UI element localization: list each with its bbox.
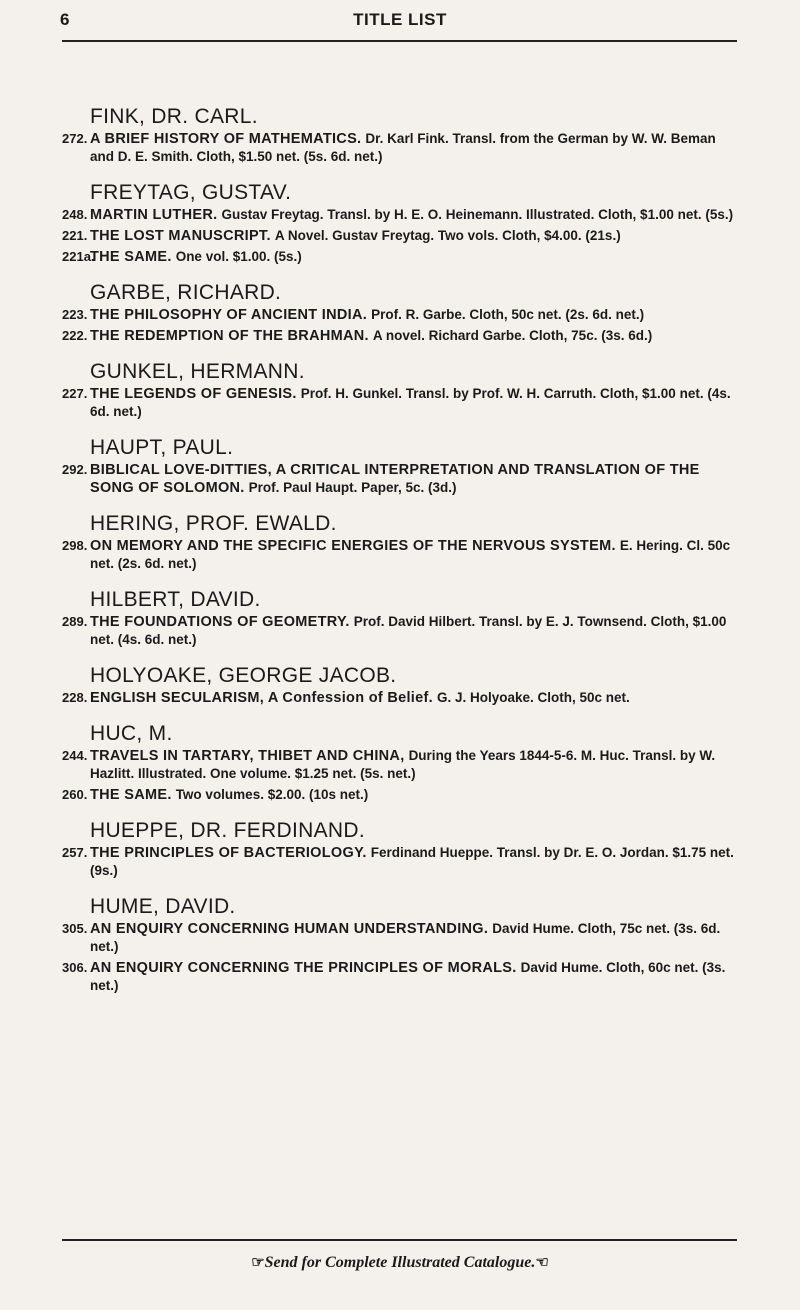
author-name: FINK, DR. CARL.	[90, 105, 258, 128]
title-entry	[62, 461, 738, 497]
entry-title: AN ENQUIRY CONCERNING THE PRINCIPLES OF MORALS.	[90, 960, 517, 976]
entry-title: THE LOST MANUSCRIPT.	[90, 228, 271, 244]
section-gap	[62, 269, 738, 281]
page-header	[60, 10, 740, 34]
entry-title: AN ENQUIRY CONCERNING HUMAN UNDERSTANDING.	[90, 921, 489, 937]
entry-number: 222.	[62, 328, 88, 343]
page-number: 6	[60, 10, 70, 29]
entry-description: Dr. Karl Fink. Transl. from the German by W. W. Beman and D. E. Smith. Cloth, $1.50 net. (5s. 6d. net.)	[90, 131, 716, 164]
author-section	[62, 360, 738, 421]
title-entry	[62, 327, 738, 345]
entry-title: THE LEGENDS OF GENESIS.	[90, 386, 297, 402]
title-entry	[62, 747, 738, 783]
author-name: FREYTAG, GUSTAV.	[90, 181, 292, 204]
author-name: HUC, M.	[90, 722, 173, 745]
entry-description: G. J. Holyoake. Cloth, 50c net.	[436, 690, 630, 705]
section-gap	[62, 710, 738, 722]
entry-description: One vol. $1.00. (5s.)	[175, 249, 302, 264]
author-name: HAUPT, PAUL.	[90, 436, 234, 459]
author-section	[62, 819, 738, 880]
title-entry	[62, 537, 738, 573]
entry-number: 221.	[62, 228, 88, 243]
title-entry	[62, 786, 738, 804]
entry-title: BIBLICAL LOVE-DITTIES, A CRITICAL INTERPRETATION AND TRANSLATION OF THE SONG OF SOLOMON.	[90, 462, 700, 496]
entry-title: THE SAME.	[90, 787, 172, 803]
catalogue-note	[0, 1253, 800, 1272]
author-section	[62, 512, 738, 573]
top-rule	[62, 40, 737, 42]
title-entry	[62, 248, 738, 266]
author-name: GARBE, RICHARD.	[90, 281, 282, 304]
section-gap	[62, 348, 738, 360]
entry-description: David Hume. Cloth, 60c net. (3s. net.)	[90, 960, 726, 993]
title-entry	[62, 613, 738, 649]
title-entry	[62, 306, 738, 324]
entry-description: Prof. David Hilbert. Transl. by E. J. Townsend. Cloth, $1.00 net. (4s. 6d. net.)	[90, 614, 727, 647]
entry-title: THE PRINCIPLES OF BACTERIOLOGY.	[90, 845, 367, 861]
entry-number: 257.	[62, 845, 88, 860]
entry-title: THE REDEMPTION OF THE BRAHMAN.	[90, 328, 369, 344]
entry-number: 248.	[62, 207, 88, 222]
author-section	[62, 281, 738, 345]
entry-description: Prof. R. Garbe. Cloth, 50c net. (2s. 6d. net.)	[371, 307, 645, 322]
author-section	[62, 105, 738, 166]
author-section	[62, 181, 738, 266]
entry-number: 272.	[62, 131, 88, 146]
section-gap	[62, 652, 738, 664]
entry-number: 221a.	[62, 249, 95, 264]
entry-number: 244.	[62, 748, 88, 763]
entry-number: 289.	[62, 614, 88, 629]
entry-description: E. Hering. Cl. 50c net. (2s. 6d. net.)	[90, 538, 731, 571]
pointing-hand-right-icon: ☞	[251, 1255, 265, 1271]
author-section	[62, 664, 738, 707]
section-gap	[62, 424, 738, 436]
entry-title: THE FOUNDATIONS OF GEOMETRY.	[90, 614, 350, 630]
section-gap	[62, 576, 738, 588]
entry-description: Gustav Freytag. Transl. by H. E. O. Heinemann. Illustrated. Cloth, $1.00 net. (5s.)	[221, 207, 734, 222]
section-gap	[62, 883, 738, 895]
entry-number: 306.	[62, 960, 88, 975]
entry-title: A BRIEF HISTORY OF MATHEMATICS.	[90, 131, 362, 147]
entry-number: 228.	[62, 690, 88, 705]
title-list	[62, 105, 738, 998]
author-name: HERING, PROF. EWALD.	[90, 512, 337, 535]
entry-title: MARTIN LUTHER.	[90, 207, 218, 223]
title-entry	[62, 844, 738, 880]
entry-description: A Novel. Gustav Freytag. Two vols. Cloth, $4.00. (21s.)	[274, 228, 621, 243]
entry-description: David Hume. Cloth, 75c net. (3s. 6d. net.)	[90, 921, 721, 954]
entry-number: 227.	[62, 386, 88, 401]
page-title: TITLE LIST	[353, 10, 447, 29]
entry-description: A novel. Richard Garbe. Cloth, 75c. (3s. 6d.)	[372, 328, 653, 343]
entry-description: Ferdinand Hueppe. Transl. by Dr. E. O. Jordan. $1.75 net. (9s.)	[90, 845, 734, 878]
bottom-rule	[62, 1239, 737, 1241]
entry-number: 260.	[62, 787, 88, 802]
author-name: GUNKEL, HERMANN.	[90, 360, 305, 383]
entry-title: TRAVELS IN TARTARY, THIBET AND CHINA,	[90, 748, 405, 764]
entry-title: ON MEMORY AND THE SPECIFIC ENERGIES OF THE NERVOUS SYSTEM.	[90, 538, 616, 554]
section-gap	[62, 807, 738, 819]
author-name: HILBERT, DAVID.	[90, 588, 261, 611]
author-name: HOLYOAKE, GEORGE JACOB.	[90, 664, 397, 687]
entry-title: THE SAME.	[90, 249, 172, 265]
title-entry	[62, 227, 738, 245]
title-entry	[62, 130, 738, 166]
author-section	[62, 895, 738, 995]
title-entry	[62, 689, 738, 707]
entry-description: Prof. Paul Haupt. Paper, 5c. (3d.)	[248, 480, 457, 495]
entry-title: ENGLISH SECULARISM, A Confession of Belief.	[90, 690, 433, 706]
catalogue-note-text: Send for Complete Illustrated Catalogue.	[264, 1254, 536, 1271]
entry-number: 305.	[62, 921, 88, 936]
title-entry	[62, 959, 738, 995]
author-name: HUEPPE, DR. FERDINAND.	[90, 819, 365, 842]
entry-description: During the Years 1844-5-6. M. Huc. Transl. by W. Hazlitt. Illustrated. One volume. $1.25 net. (5s. net.)	[90, 748, 716, 781]
author-section	[62, 588, 738, 649]
entry-number: 292.	[62, 462, 88, 477]
author-section	[62, 436, 738, 497]
title-entry	[62, 920, 738, 956]
section-gap	[62, 500, 738, 512]
title-entry	[62, 385, 738, 421]
entry-title: THE PHILOSOPHY OF ANCIENT INDIA.	[90, 307, 368, 323]
entry-number: 298.	[62, 538, 88, 553]
section-gap	[62, 169, 738, 181]
pointing-hand-left-icon: ☜	[535, 1255, 549, 1271]
entry-number: 223.	[62, 307, 88, 322]
entry-description: Two volumes. $2.00. (10s net.)	[175, 787, 369, 802]
title-entry	[62, 206, 738, 224]
author-name: HUME, DAVID.	[90, 895, 236, 918]
entry-description: Prof. H. Gunkel. Transl. by Prof. W. H. Carruth. Cloth, $1.00 net. (4s. 6d. net.)	[90, 386, 731, 419]
author-section	[62, 722, 738, 804]
